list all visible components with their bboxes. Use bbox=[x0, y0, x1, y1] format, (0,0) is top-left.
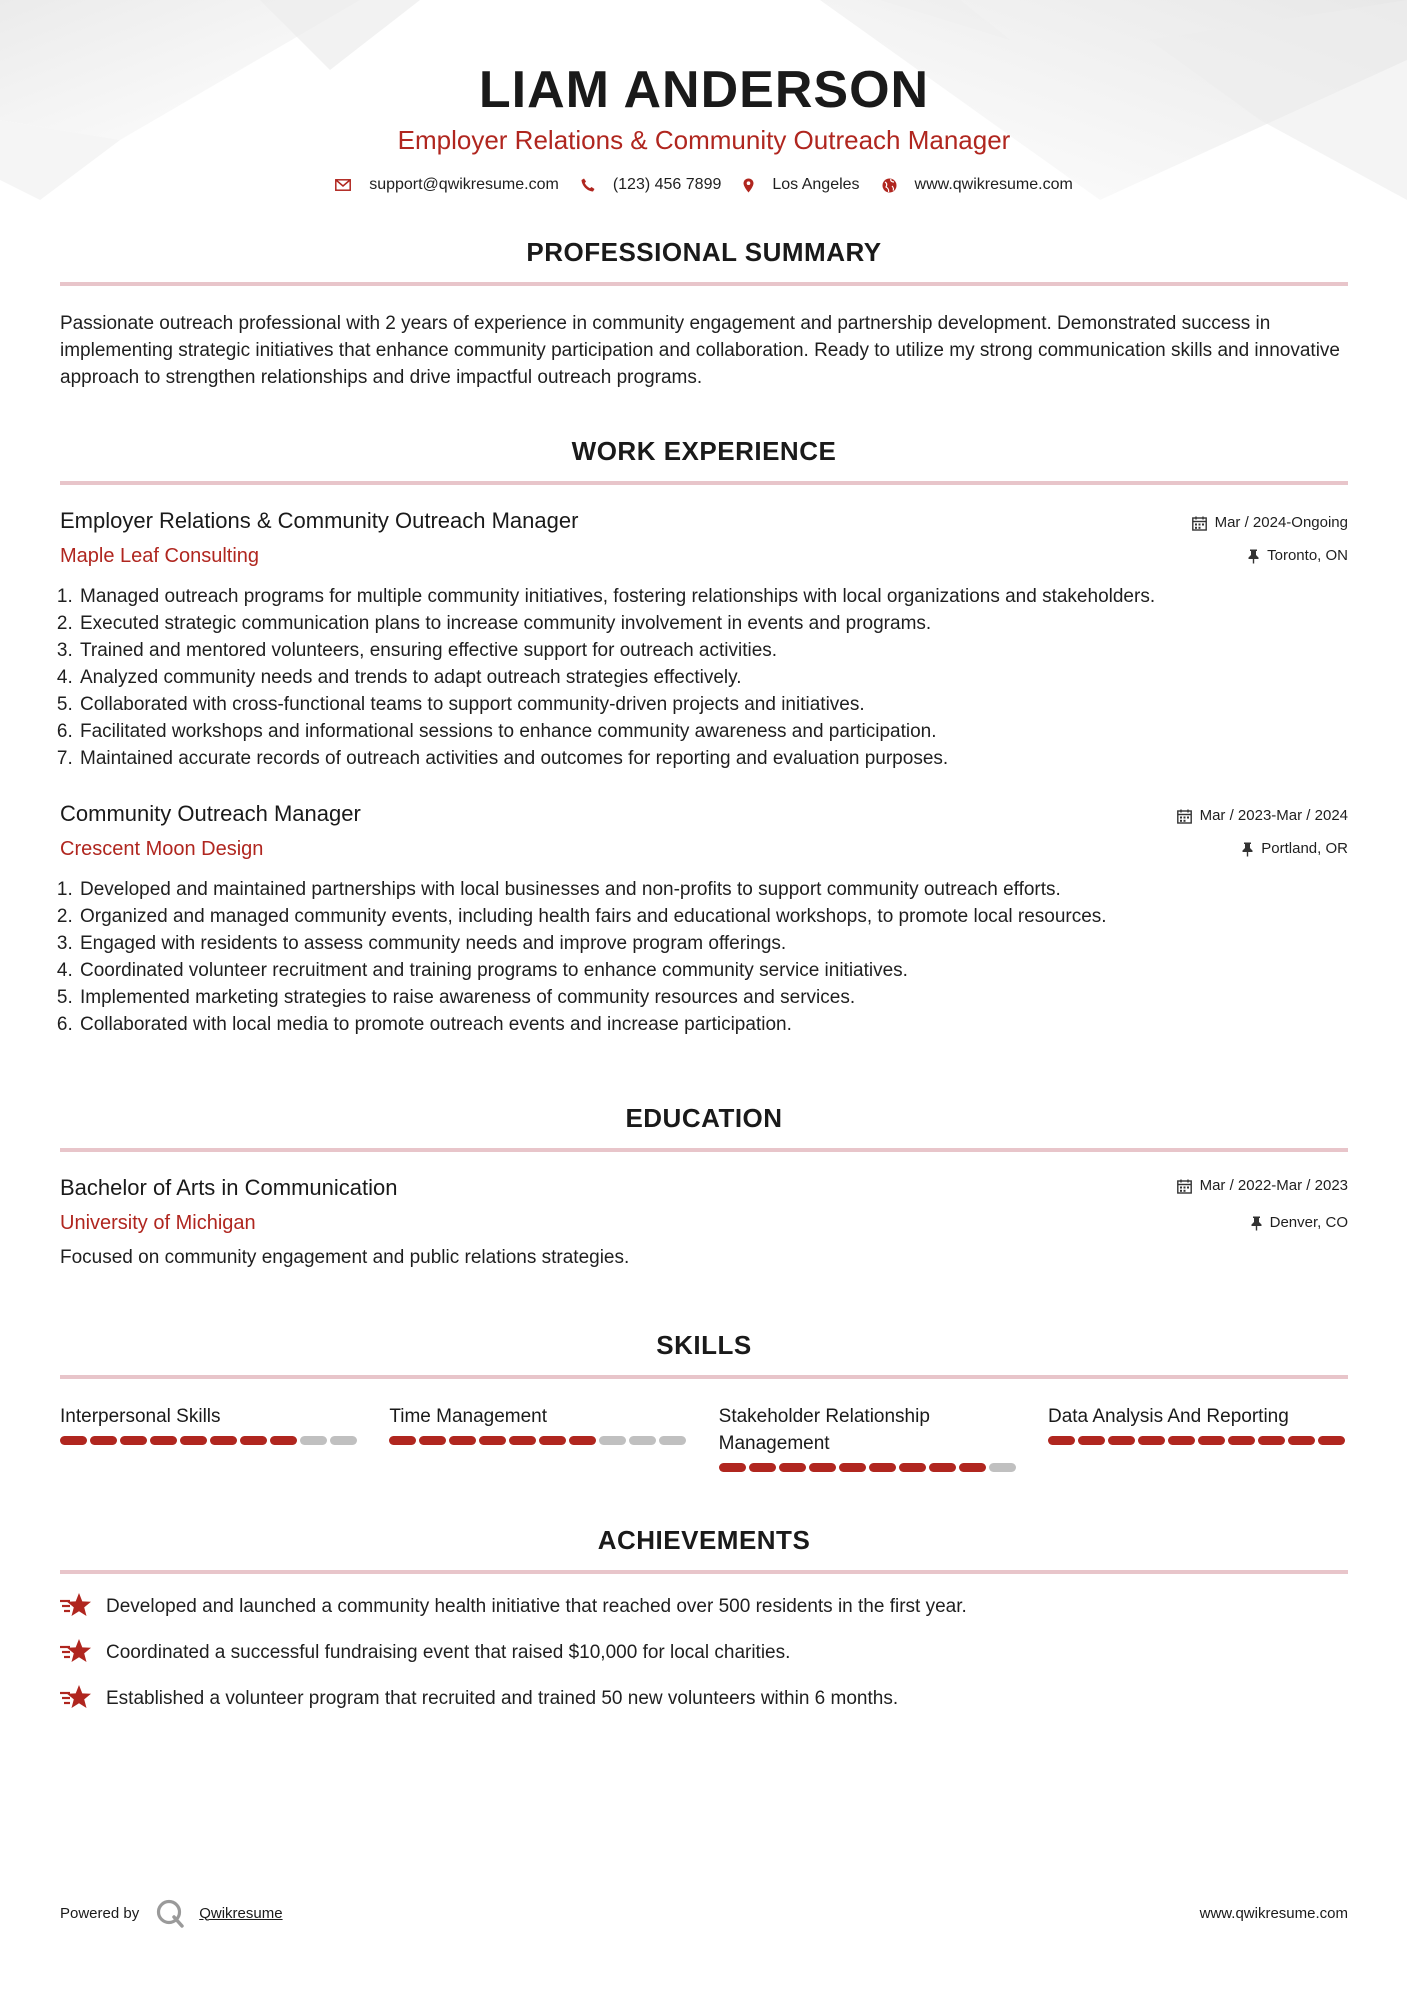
skill-segment-filled bbox=[90, 1436, 117, 1445]
skill-segment-filled bbox=[1318, 1436, 1345, 1445]
pushpin-icon bbox=[1251, 1216, 1262, 1231]
achievements-list bbox=[60, 1592, 1348, 1712]
skill-segment-filled bbox=[210, 1436, 237, 1445]
summary-heading: PROFESSIONAL SUMMARY bbox=[526, 237, 882, 267]
calendar-icon bbox=[1192, 516, 1207, 531]
brand-link[interactable]: Qwikresume bbox=[199, 1904, 283, 1922]
section-divider bbox=[60, 1375, 1348, 1379]
skill-item bbox=[1048, 1403, 1348, 1472]
skill-segment-filled bbox=[120, 1436, 147, 1445]
contact-website[interactable] bbox=[882, 176, 1073, 194]
job-location bbox=[1248, 546, 1348, 566]
skill-segment-filled bbox=[539, 1436, 566, 1445]
phone-text: (123) 456 7899 bbox=[612, 176, 722, 193]
skill-rating-bar bbox=[719, 1463, 1019, 1472]
job-location-text: Portland, OR bbox=[1261, 840, 1348, 857]
skill-segment-empty bbox=[629, 1436, 656, 1445]
achievements-section bbox=[60, 1524, 1348, 1712]
skill-segment-filled bbox=[180, 1436, 207, 1445]
contact-phone[interactable] bbox=[581, 176, 722, 194]
skill-segment-filled bbox=[1258, 1436, 1285, 1445]
star-icon bbox=[60, 1684, 92, 1712]
achievement-item bbox=[60, 1592, 1348, 1620]
calendar-icon bbox=[1177, 1179, 1192, 1194]
skill-segment-filled bbox=[719, 1463, 746, 1472]
calendar-icon bbox=[1177, 809, 1192, 824]
experience-heading: WORK EXPERIENCE bbox=[571, 436, 837, 466]
skills-grid bbox=[60, 1403, 1348, 1472]
page-footer bbox=[60, 1898, 1348, 1928]
skill-segment-filled bbox=[1228, 1436, 1255, 1445]
contact-email[interactable] bbox=[335, 176, 559, 194]
skill-item bbox=[389, 1403, 689, 1472]
candidate-name: LIAM ANDERSON bbox=[478, 61, 930, 119]
skill-segment-empty bbox=[599, 1436, 626, 1445]
section-divider bbox=[60, 1570, 1348, 1574]
skill-segment-filled bbox=[929, 1463, 956, 1472]
list-item: 4. Coordinated volunteer recruitment and training programs to enhance community service initiatives. bbox=[78, 957, 1348, 984]
job-location bbox=[1242, 839, 1348, 859]
phone-icon bbox=[581, 178, 595, 192]
list-item: 5. Implemented marketing strategies to raise awareness of community resources and services. bbox=[78, 984, 1348, 1011]
skill-segment-filled bbox=[1288, 1436, 1315, 1445]
skill-segment-empty bbox=[330, 1436, 357, 1445]
skill-rating-bar bbox=[1048, 1436, 1348, 1445]
skill-segment-empty bbox=[659, 1436, 686, 1445]
education-entry bbox=[60, 1174, 1348, 1271]
footer-url[interactable]: www.qwikresume.com bbox=[1199, 1904, 1348, 1922]
skill-segment-filled bbox=[839, 1463, 866, 1472]
list-item: 7. Maintained accurate records of outreach activities and outcomes for reporting and evaluation purposes. bbox=[78, 745, 1348, 772]
list-item: 1. Developed and maintained partnerships with local businesses and non-profits to support community outreach efforts. bbox=[78, 876, 1348, 903]
skill-segment-filled bbox=[569, 1436, 596, 1445]
list-item: 4. Analyzed community needs and trends to adapt outreach strategies effectively. bbox=[78, 664, 1348, 691]
skill-name: Interpersonal Skills bbox=[60, 1406, 221, 1427]
degree-name: Bachelor of Arts in Communication bbox=[60, 1175, 398, 1200]
summary-text: Passionate outreach professional with 2 years of experience in community engagement and partnership development. Demonstrated success in implementing strategic initiatives that enhance community participation and collaboration. Ready to utilize my strong communication skills and innovative approach to strengthen relationships and drive impactful outreach programs. bbox=[60, 313, 1340, 388]
skill-segment-empty bbox=[989, 1463, 1016, 1472]
job-bullets bbox=[60, 876, 1348, 1038]
powered-by-label: Powered by bbox=[60, 1904, 140, 1922]
job-date bbox=[1192, 513, 1348, 533]
skill-segment-filled bbox=[1048, 1436, 1075, 1445]
star-icon bbox=[60, 1592, 92, 1620]
skill-segment-filled bbox=[419, 1436, 446, 1445]
skill-segment-filled bbox=[899, 1463, 926, 1472]
skill-segment-filled bbox=[240, 1436, 267, 1445]
skill-segment-filled bbox=[749, 1463, 776, 1472]
skill-segment-filled bbox=[150, 1436, 177, 1445]
email-text: support@qwikresume.com bbox=[369, 176, 559, 193]
location-text: Los Angeles bbox=[772, 176, 860, 193]
list-item: 1. Managed outreach programs for multiple community initiatives, fostering relationships with local organizations and stakeholders. bbox=[78, 583, 1348, 610]
skill-segment-filled bbox=[779, 1463, 806, 1472]
achievements-heading: ACHIEVEMENTS bbox=[597, 1525, 811, 1555]
skill-name: Data Analysis And Reporting bbox=[1047, 1406, 1289, 1427]
map-pin-icon bbox=[743, 178, 754, 193]
skill-segment-filled bbox=[1138, 1436, 1165, 1445]
experience-section bbox=[60, 435, 1348, 1038]
skill-segment-filled bbox=[389, 1436, 416, 1445]
envelope-icon bbox=[335, 179, 351, 191]
skill-segment-filled bbox=[1078, 1436, 1105, 1445]
job-role: Employer Relations & Community Outreach Manager bbox=[60, 508, 579, 533]
list-item: 2. Organized and managed community events, including health fairs and educational workshops, to promote local resources. bbox=[78, 903, 1348, 930]
list-item: 6. Collaborated with local media to promote outreach events and increase participation. bbox=[78, 1011, 1348, 1038]
skill-segment-filled bbox=[60, 1436, 87, 1445]
website-text: www.qwikresume.com bbox=[914, 176, 1073, 193]
skills-heading: SKILLS bbox=[656, 1330, 752, 1360]
job-date-text: Mar / 2023-Mar / 2024 bbox=[1199, 807, 1348, 824]
achievement-text: Developed and launched a community health initiative that reached over 500 residents in the first year. bbox=[106, 1595, 967, 1617]
job-role: Community Outreach Manager bbox=[60, 801, 361, 826]
pushpin-icon bbox=[1242, 842, 1253, 857]
section-divider bbox=[60, 481, 1348, 485]
school-name: University of Michigan bbox=[60, 1212, 256, 1234]
job-location-text: Toronto, ON bbox=[1267, 547, 1348, 564]
skill-segment-filled bbox=[959, 1463, 986, 1472]
skill-item bbox=[719, 1403, 1019, 1472]
job-entry bbox=[60, 800, 1348, 1038]
contact-bar bbox=[60, 176, 1348, 194]
star-icon bbox=[60, 1638, 92, 1666]
list-item: 3. Engaged with residents to assess community needs and improve program offerings. bbox=[78, 930, 1348, 957]
education-location-text: Denver, CO bbox=[1269, 1214, 1348, 1231]
job-bullets bbox=[60, 583, 1348, 772]
skill-segment-filled bbox=[1108, 1436, 1135, 1445]
education-location bbox=[1251, 1213, 1348, 1233]
skill-segment-filled bbox=[449, 1436, 476, 1445]
skill-segment-filled bbox=[509, 1436, 536, 1445]
education-date bbox=[1177, 1176, 1348, 1196]
list-item: 5. Collaborated with cross-functional teams to support community-driven projects and initiatives. bbox=[78, 691, 1348, 718]
job-entry bbox=[60, 507, 1348, 772]
skill-segment-filled bbox=[1168, 1436, 1195, 1445]
achievement-item bbox=[60, 1684, 1348, 1712]
skill-name: Stakeholder Relationship Management bbox=[718, 1406, 930, 1454]
contact-location bbox=[743, 176, 859, 194]
skill-segment-filled bbox=[479, 1436, 506, 1445]
education-description: Focused on community engagement and public relations strategies. bbox=[60, 1247, 630, 1268]
candidate-title: Employer Relations & Community Outreach Manager bbox=[397, 125, 1011, 155]
qwikresume-logo-icon bbox=[155, 1898, 185, 1928]
skill-segment-filled bbox=[869, 1463, 896, 1472]
job-date bbox=[1177, 806, 1348, 826]
job-date-text: Mar / 2024-Ongoing bbox=[1214, 514, 1348, 531]
skill-segment-filled bbox=[809, 1463, 836, 1472]
section-divider bbox=[60, 1148, 1348, 1152]
globe-icon bbox=[882, 178, 897, 193]
skill-item bbox=[60, 1403, 360, 1472]
list-item: 2. Executed strategic communication plans to increase community involvement in events and programs. bbox=[78, 610, 1348, 637]
section-divider bbox=[60, 282, 1348, 286]
list-item: 6. Facilitated workshops and informational sessions to enhance community awareness and participation. bbox=[78, 718, 1348, 745]
skills-section bbox=[60, 1329, 1348, 1472]
achievement-text: Established a volunteer program that recruited and trained 50 new volunteers within 6 months. bbox=[106, 1687, 899, 1709]
skill-segment-filled bbox=[1198, 1436, 1225, 1445]
achievement-item bbox=[60, 1638, 1348, 1666]
skill-segment-filled bbox=[270, 1436, 297, 1445]
summary-section bbox=[60, 236, 1348, 391]
education-date-text: Mar / 2022-Mar / 2023 bbox=[1199, 1177, 1348, 1194]
job-company: Maple Leaf Consulting bbox=[60, 545, 260, 567]
pushpin-icon bbox=[1248, 549, 1259, 564]
job-company: Crescent Moon Design bbox=[60, 838, 264, 860]
achievement-text: Coordinated a successful fundraising event that raised $10,000 for local charities. bbox=[106, 1641, 791, 1663]
footer-branding bbox=[60, 1898, 283, 1928]
education-section bbox=[60, 1102, 1348, 1271]
skill-rating-bar bbox=[60, 1436, 360, 1445]
skill-name: Time Management bbox=[389, 1406, 548, 1427]
education-heading: EDUCATION bbox=[625, 1103, 783, 1133]
skill-rating-bar bbox=[389, 1436, 689, 1445]
resume-content bbox=[60, 0, 1348, 1730]
list-item: 3. Trained and mentored volunteers, ensuring effective support for outreach activities. bbox=[78, 637, 1348, 664]
skill-segment-empty bbox=[300, 1436, 327, 1445]
